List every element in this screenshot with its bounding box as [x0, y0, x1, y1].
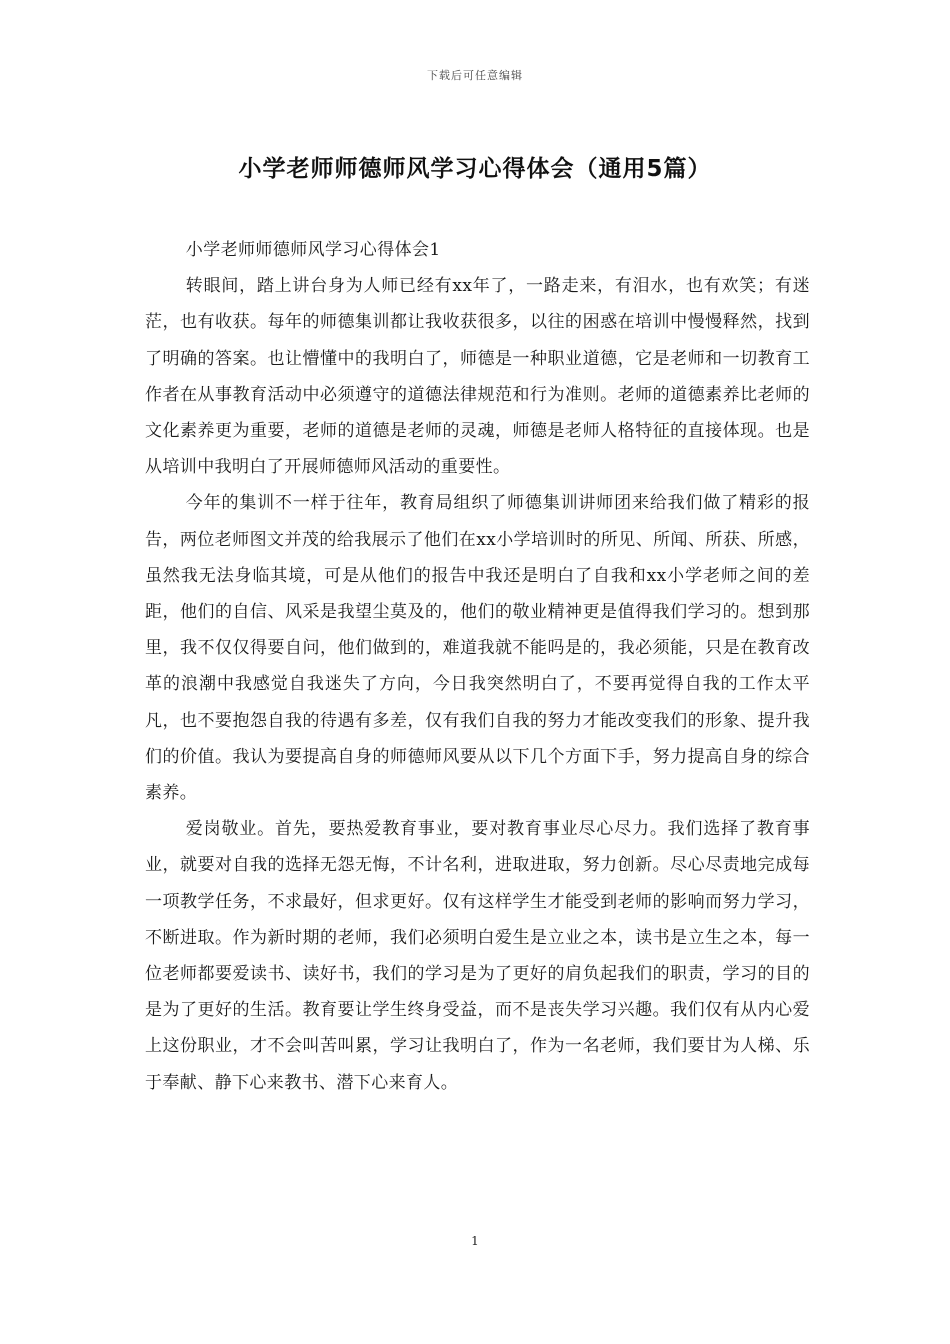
page-number: 1 [471, 1234, 479, 1248]
paragraph-2: 今年的集训不一样于往年，教育局组织了师德集训讲师团来给我们做了精彩的报告，两位老师图文并茂的给我展示了他们在xx小学培训时的所见、所闻、所获、所感，虽然我无法身临其境，可是从他们的报告中我还是明白了自我和xx小学老师之间的差距，他们的自信、风采是我望尘莫及的，他们的敬业精神更是值得我们学习的。想到那里，我不仅仅得要自问，他们做到的，难道我就不能吗是的，我必须能，只是在教育改革的浪潮中我感觉自我迷失了方向，今日我突然明白了，不要再觉得自我的工作太平凡，也不要抱怨自我的待遇有多差，仅有我们自我的努力才能改变我们的形象、提升我们的价值。我认为要提高自身的师德师风要从以下几个方面下手，努力提高自身的综合素养。 [145, 493, 810, 804]
paragraph-1: 转眼间，踏上讲台身为人师已经有xx年了，一路走来，有泪水，也有欢笑；有迷茫，也有收获。每年的师德集训都让我收获很多，以往的困惑在培训中慢慢释然，找到了明确的答案。也让懵懂中的我明白了，师德是一种职业道德，它是老师和一切教育工作者在从事教育活动中必须遵守的道德法律规范和行为准则。老师的道德素养比老师的文化素养更为重要，老师的道德是老师的灵魂，师德是老师人格特征的直接体现。也是从培训中我明白了开展师德师风活动的重要性。 [145, 276, 810, 478]
section-heading: 小学老师师德师风学习心得体会1 [185, 240, 441, 260]
header-note: 下载后可任意编辑 [427, 69, 523, 82]
document-body [145, 232, 810, 1101]
paragraph-3: 爱岗敬业。首先，要热爱教育事业，要对教育事业尽心尽力。我们选择了教育事业，就要对自我的选择无怨无悔，不计名利，进取进取，努力创新。尽心尽责地完成每一项教学任务，不求最好，但求更好。仅有这样学生才能受到老师的影响而努力学习，不断进取。作为新时期的老师，我们必须明白爱生是立业之本，读书是立生之本，每一位老师都要爱读书、读好书，我们的学习是为了更好的肩负起我们的职责，学习的目的是为了更好的生活。教育要让学生终身受益，而不是丧失学习兴趣。我们仅有从内心爱上这份职业，才不会叫苦叫累，学习让我明白了，作为一名老师，我们要甘为人梯、乐于奉献、静下心来教书、潜下心来育人。 [145, 819, 810, 1093]
document-title: 小学老师师德师风学习心得体会（通用5篇） [238, 156, 712, 182]
